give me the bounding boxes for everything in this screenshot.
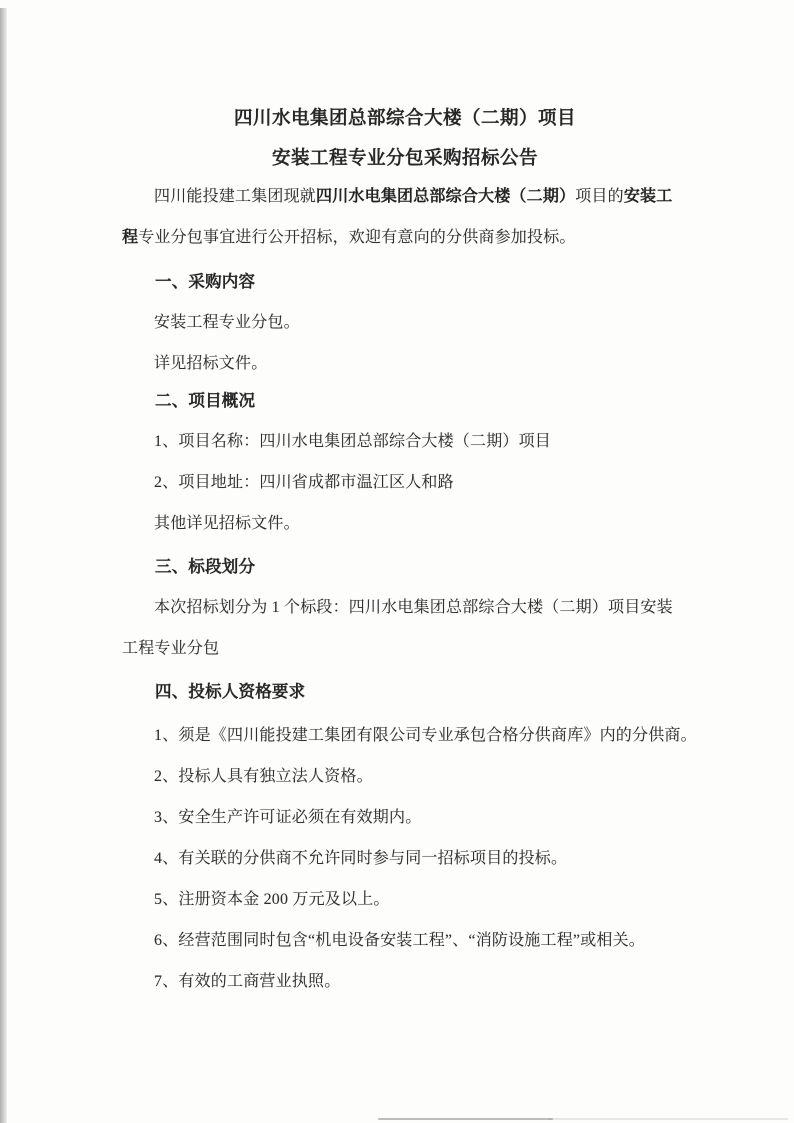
paragraph-other-details: 其他详见招标文件。 <box>154 515 300 532</box>
intro-rest-text: 专业分包事宜进行公开招标，欢迎有意向的分供商参加投标。 <box>138 229 576 246</box>
intro-project-name: 四川水电集团总部综合大楼（二期） <box>316 188 576 205</box>
scan-edge-bottom-faint-artifact <box>548 1118 788 1120</box>
paragraph-qualification-5: 5、注册资本金 200 万元及以上。 <box>154 891 390 908</box>
intro-work-name: 安装工程 <box>122 188 673 246</box>
scan-edge-left-artifact <box>0 8 7 1123</box>
document-content <box>122 0 697 1002</box>
section-heading-project-overview: 二、项目概况 <box>155 391 256 410</box>
paragraph-project-address: 2、项目地址：四川省成都市温江区人和路 <box>154 474 454 491</box>
paragraph-see-tender-docs: 详见招标文件。 <box>154 355 268 372</box>
intro-lead-text: 四川能投建工集团现就 <box>154 188 317 205</box>
section-heading-bid-sections: 三、标段划分 <box>155 557 256 576</box>
section-heading-bidder-qualifications: 四、投标人资格要求 <box>155 682 306 701</box>
paragraph-procurement-scope: 安装工程专业分包。 <box>154 314 300 331</box>
paragraph-qualification-3: 3、安全生产许可证必须在有效期内。 <box>154 809 422 826</box>
paragraph-qualification-4: 4、有关联的分供商不允许同时参与同一招标项目的投标。 <box>154 850 568 867</box>
scan-edge-bottom-artifact <box>378 1118 553 1120</box>
section-heading-procurement-content: 一、采购内容 <box>155 272 256 291</box>
intro-mid-text: 项目的 <box>575 188 624 205</box>
paragraph-qualification-2: 2、投标人具有独立法人资格。 <box>154 768 373 785</box>
paragraph-bid-section-division: 本次招标划分为 1 个标段：四川水电集团总部综合大楼（二期）项目安装工程专业分包 <box>122 599 673 657</box>
intro-paragraph <box>122 176 688 258</box>
document-title-line1: 四川水电集团总部综合大楼（二期）项目 <box>233 109 576 129</box>
paragraph-qualification-1: 1、须是《四川能投建工集团有限公司专业承包合格分供商库》内的分供商。 <box>154 727 697 744</box>
document-title-line2: 安装工程专业分包采购招标公告 <box>271 149 538 169</box>
paragraph-qualification-7: 7、有效的工商营业执照。 <box>154 973 341 990</box>
paragraph-qualification-6: 6、经营范围同时包含“机电设备安装工程”、“消防设施工程”或相关。 <box>154 932 646 949</box>
paragraph-project-name: 1、项目名称：四川水电集团总部综合大楼（二期）项目 <box>154 433 552 450</box>
